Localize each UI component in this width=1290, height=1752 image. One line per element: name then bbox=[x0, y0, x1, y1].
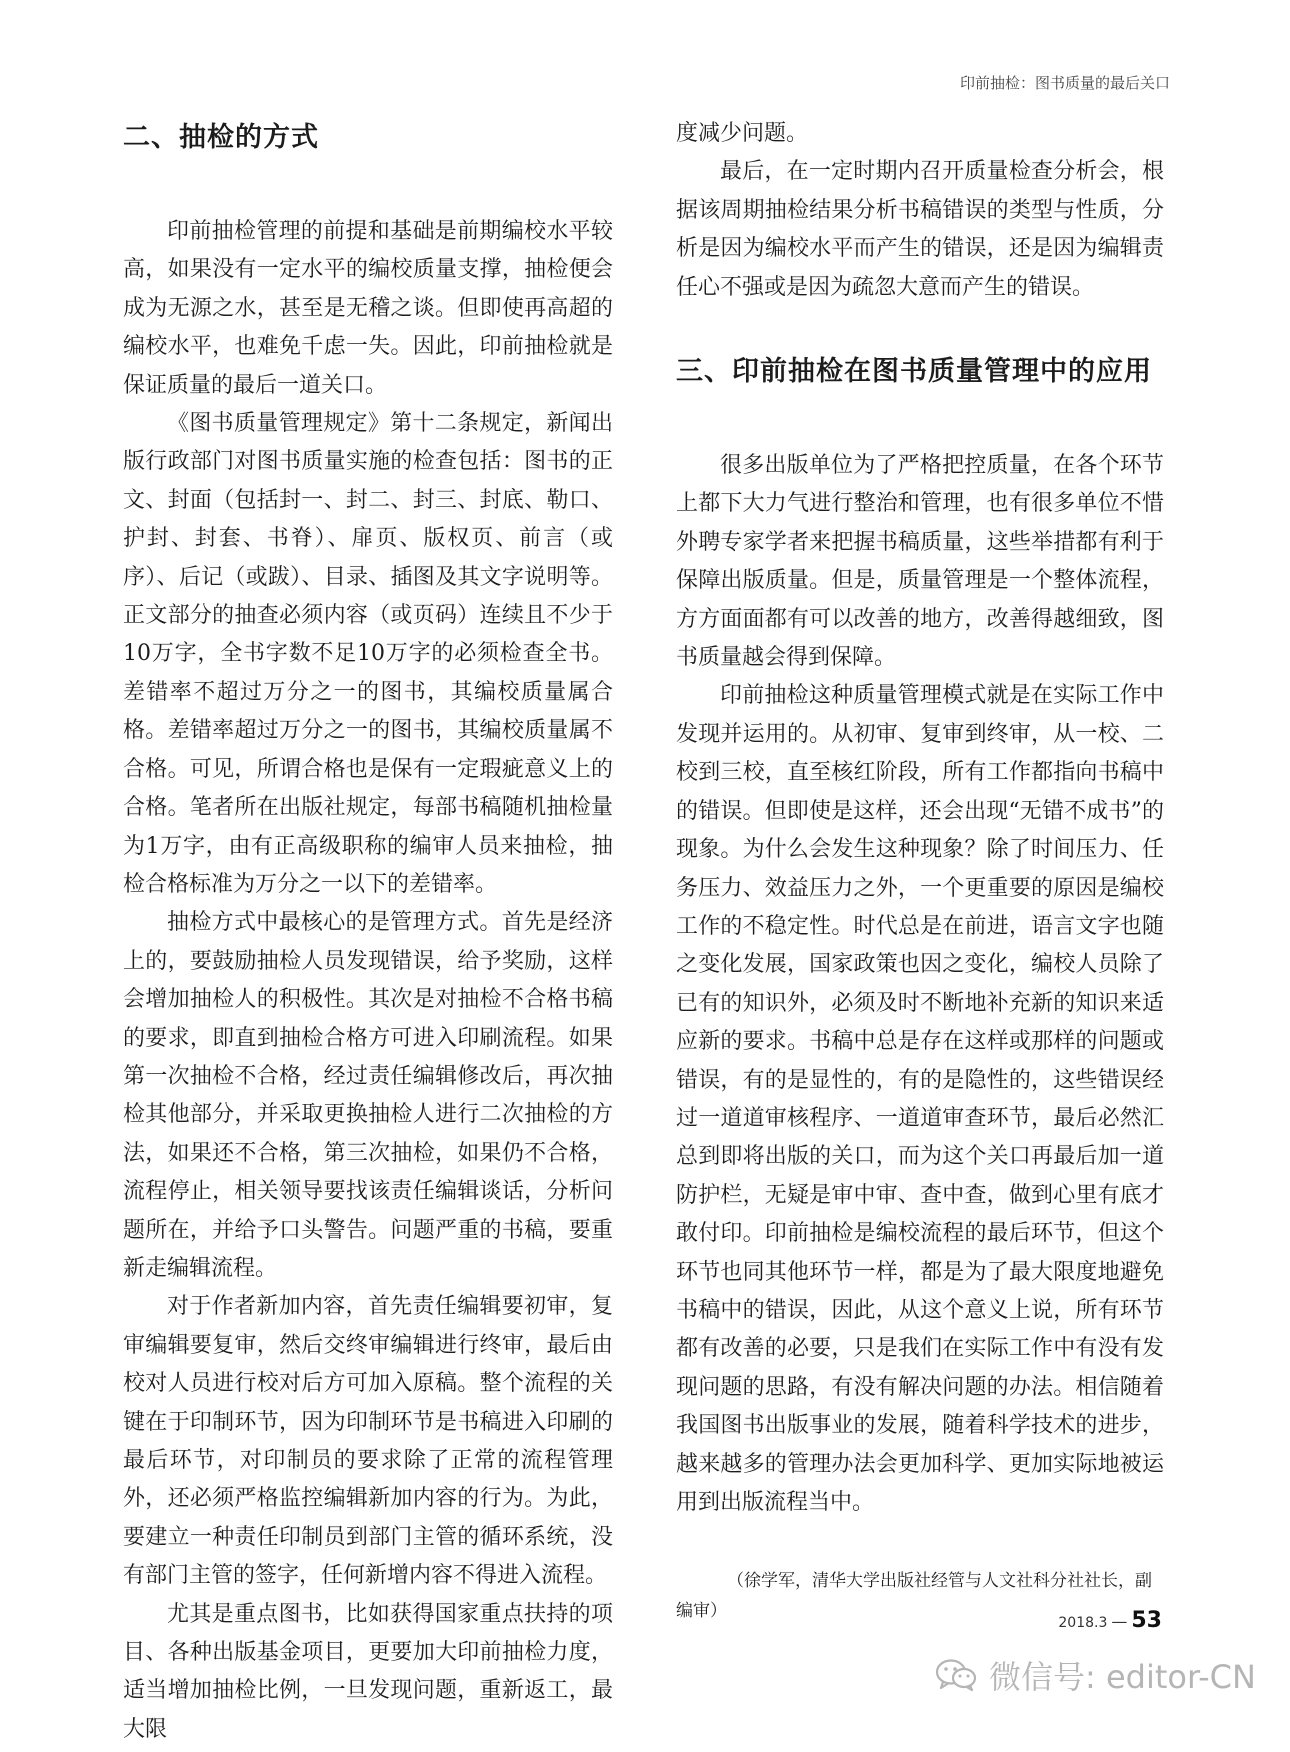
section-heading-3: 三、印前抽检在图书质量管理中的应用 bbox=[676, 356, 1152, 388]
paragraph: 尤其是重点图书，比如获得国家重点扶持的项目、各种出版基金项目，更要加大印前抽检力度，适当增加抽检比例，一旦发现问题，重新返工，最大限 bbox=[123, 1601, 613, 1742]
paragraph-continuation: 度减少问题。 bbox=[676, 121, 809, 146]
running-header: 印前抽检：图书质量的最后关口 bbox=[959, 74, 1170, 92]
section-heading-2: 二、抽检的方式 bbox=[123, 122, 319, 153]
author-byline: （徐学军，清华大学出版社经管与人文社科分社社长，副编审） bbox=[676, 1571, 1152, 1622]
wechat-watermark bbox=[935, 1652, 1256, 1698]
issue-date: 2018.3 bbox=[1058, 1615, 1108, 1631]
paragraph: 对于作者新加内容，首先责任编辑要初审，复审编辑要复审，然后交终审编辑进行终审，最后由校对人员进行校对后方可加入原稿。整个流程的关键在于印制环节，因为印制环节是书稿进入印刷的最后环节，对印制员的要求除了正常的流程管理外，还必须严格监控编辑新加内容的行为。为此，要建立一种责任印制员到部门主管的循环系统，没有部门主管的签字，任何新增内容不得进入流程。 bbox=[123, 1294, 613, 1589]
wechat-icon bbox=[935, 1657, 979, 1693]
page-number: 53 bbox=[1131, 1608, 1162, 1633]
paragraph: 印前抽检管理的前提和基础是前期编校水平较高，如果没有一定水平的编校质量支撑，抽检便会成为无源之水，甚至是无稽之谈。但即使再高超的编校水平，也难免千虑一失。因此，印前抽检就是保证质量的最后一道关口。 bbox=[123, 219, 613, 398]
paragraph: 印前抽检这种质量管理模式就是在实际工作中发现并运用的。从初审、复审到终审，从一校、二校到三校，直至核红阶段，所有工作都指向书稿中的错误。但即使是这样，还会出现“无错不成书”的现象。为什么会发生这种现象？除了时间压力、任务压力、效益压力之外，一个更重要的原因是编校工作的不稳定性。时代总是在前进，语言文字也随之变化发展，国家政策也因之变化，编校人员除了已有的知识外，必须及时不断地补充新的知识来适应新的要求。书稿中总是存在这样或那样的问题或错误，有的是显性的，有的是隐性的，这些错误经过一道道审核程序、一道道审查环节，最后必然汇总到即将出版的关口，而为这个关口再最后加一道防护栏，无疑是审中审、查中查，做到心里有底才敢付印。印前抽检是编校流程的最后环节，但这个环节也同其他环节一样，都是为了最大限度地避免书稿中的错误，因此，从这个意义上说，所有环节都有改善的必要，只是我们在实际工作中有没有发现问题的思路，有没有解决问题的办法。相信随着我国图书出版事业的发展，随着科学技术的进步，越来越多的管理办法会更加科学、更加实际地被运用到出版流程当中。 bbox=[676, 683, 1164, 1515]
paragraph: 《图书质量管理规定》第十二条规定，新闻出版行政部门对图书质量实施的检查包括：图书的正文、封面（包括封一、封二、封三、封底、勒口、护封、封套、书脊）、扉页、版权页、前言（或序）、后记（或跋）、目录、插图及其文字说明等。正文部分的抽查必须内容（或页码）连续且不少于10万字，全书字数不足10万字的必须检查全书。差错率不超过万分之一的图书，其编校质量属合格。差错率超过万分之一的图书，其编校质量属不合格。可见，所谓合格也是保有一定瑕疵意义上的合格。笔者所在出版社规定，每部书稿随机抽检量为1万字，由有正高级职称的编审人员来抽检，抽检合格标准为万分之一以下的差错率。 bbox=[123, 411, 613, 897]
paragraph: 很多出版单位为了严格把控质量，在各个环节上都下大力气进行整治和管理，也有很多单位不惜外聘专家学者来把握书稿质量，这些举措都有利于保障出版质量。但是，质量管理是一个整体流程，方方面面都有可以改善的地方，改善得越细致，图书质量越会得到保障。 bbox=[676, 453, 1164, 671]
paragraph: 最后，在一定时期内召开质量检查分析会，根据该周期抽检结果分析书稿错误的类型与性质，分析是因为编校水平而产生的错误，还是因为编辑责任心不强或是因为疏忽大意而产生的错误。 bbox=[676, 159, 1164, 300]
folio-dash: — bbox=[1111, 1612, 1128, 1631]
right-column bbox=[676, 115, 1164, 1643]
left-column bbox=[123, 115, 613, 1749]
paragraph: 抽检方式中最核心的是管理方式。首先是经济上的，要鼓励抽检人员发现错误，给予奖励，这样会增加抽检人的积极性。其次是对抽检不合格书稿的要求，即直到抽检合格方可进入印刷流程。如果第一次抽检不合格，经过责任编辑修改后，再次抽检其他部分，并采取更换抽检人进行二次抽检的方法，如果还不合格，第三次抽检，如果仍不合格，流程停止，相关领导要找该责任编辑谈话，分析问题所在，并给予口头警告。问题严重的书稿，要重新走编辑流程。 bbox=[123, 910, 613, 1281]
page-folio bbox=[1058, 1608, 1162, 1633]
watermark-text: 微信号: editor-CN bbox=[989, 1658, 1256, 1696]
